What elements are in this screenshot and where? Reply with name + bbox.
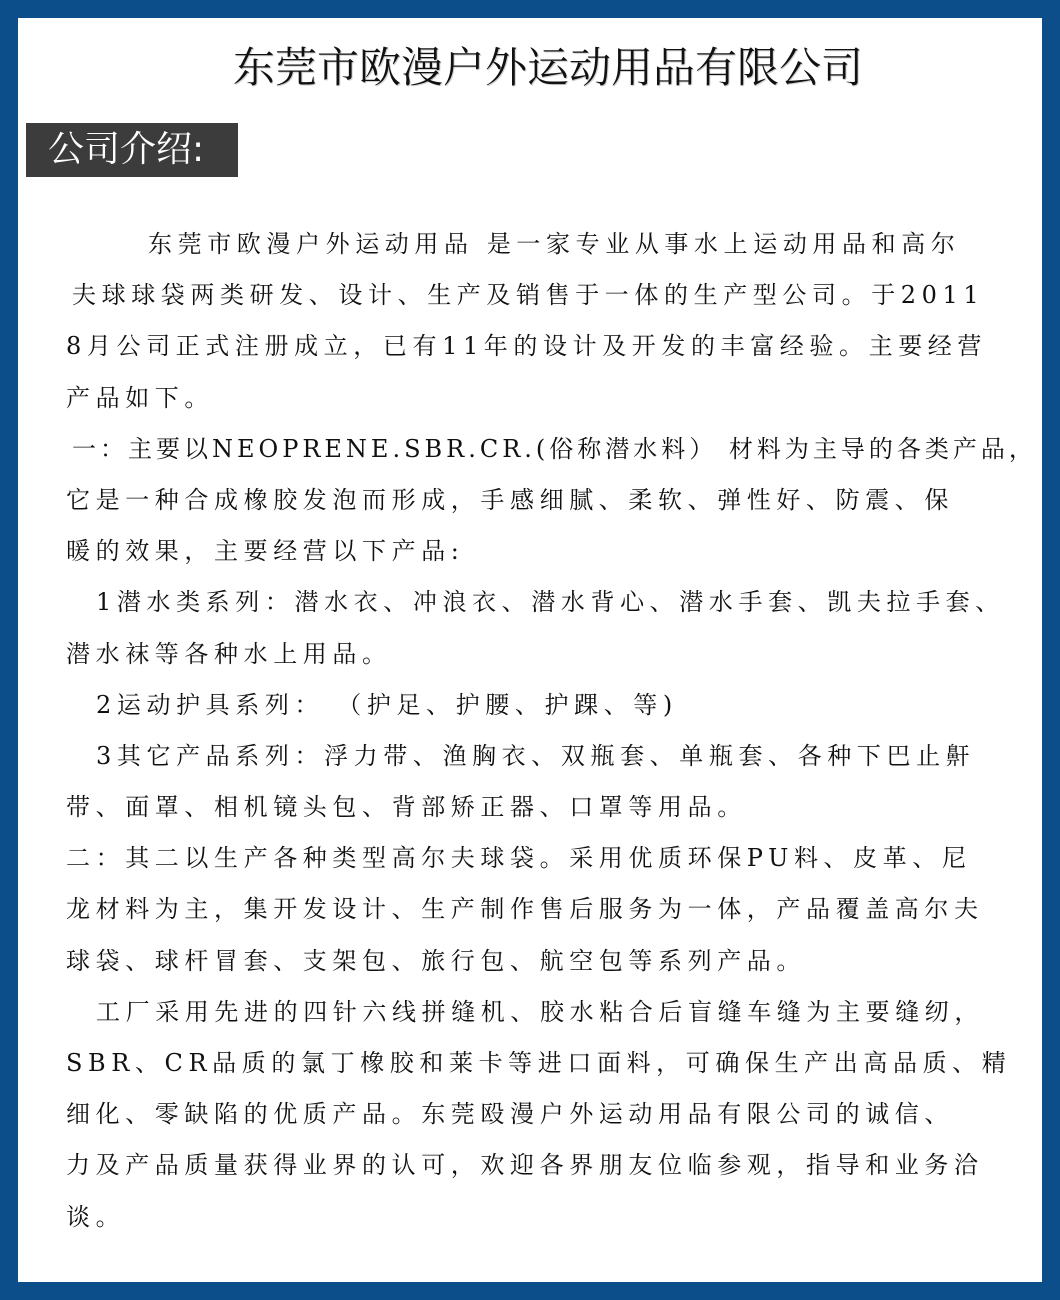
body-line-20: 谈。 [66,1202,126,1231]
body-line-6: 它是一种合成橡胶发泡而形成，手感细腻、柔软、弹性好、防震、保 [66,485,954,514]
document-panel [18,18,1042,1282]
company-introduction-text [18,219,1042,1243]
body-line-17: SBR、CR品质的氯丁橡胶和莱卡等进口面料，可确保生产出高品质、精 [66,1049,1012,1077]
body-line-9: 潜水袜等各种水上用品。 [66,639,392,668]
body-line-18: 细化、零缺陷的优质产品。东莞殴漫户外运动用品有限公司的诚信、 [66,1100,954,1129]
body-line-13: 二：其二以生产各种类型高尔夫球袋。采用优质环保PU料、皮革、尼 [66,844,972,873]
body-line-7: 暖的效果，主要经营以下产品: [66,537,465,566]
body-line-16: 工厂采用先进的四针六线拼缝机、胶水粘合后盲缝车缝为主要缝纫， [96,997,984,1026]
body-line-5: 一：主要以NEOPRENE.SBR.CR.(俗称潜水料） 材料为主导的各类产品， [72,434,1037,463]
company-title: 东莞市欧漫户外运动用品有限公司 [233,43,864,92]
body-line-15: 球袋、球杆冒套、支架包、旅行包、航空包等系列产品。 [66,946,806,975]
body-line-10: 2运动护具系列： （护足、护腰、护踝、等) [96,690,678,719]
section-label-company-intro: 公司介绍: [26,123,238,177]
body-line-8: 1潜水类系列：潜水衣、冲浪衣、潜水背心、潜水手套、凯夫拉手套、 [96,588,1005,617]
body-line-2: 夫球球袋两类研发、设计、生产及销售于一体的生产型公司。于2011 [72,281,985,310]
body-line-19: 力及产品质量获得业界的认可，欢迎各界朋友位临参观，指导和业务洽 [66,1151,984,1180]
body-line-11: 3其它产品系列：浮力带、渔胸衣、双瓶套、单瓶套、各种下巴止鼾 [96,741,976,770]
body-line-4: 产品如下。 [66,383,214,412]
body-line-3: 8月公司正式注册成立，已有11年的设计及开发的丰富经验。主要经营 [66,332,988,361]
body-line-14: 龙材料为主，集开发设计、生产制作售后服务为一体，产品覆盖高尔夫 [66,895,984,924]
body-line-1: 东莞市欧漫户外运动用品 是一家专业从事水上运动用品和高尔 [148,230,961,258]
body-line-12: 带、面罩、相机镜头包、背部矫正器、口罩等用品。 [66,793,747,822]
